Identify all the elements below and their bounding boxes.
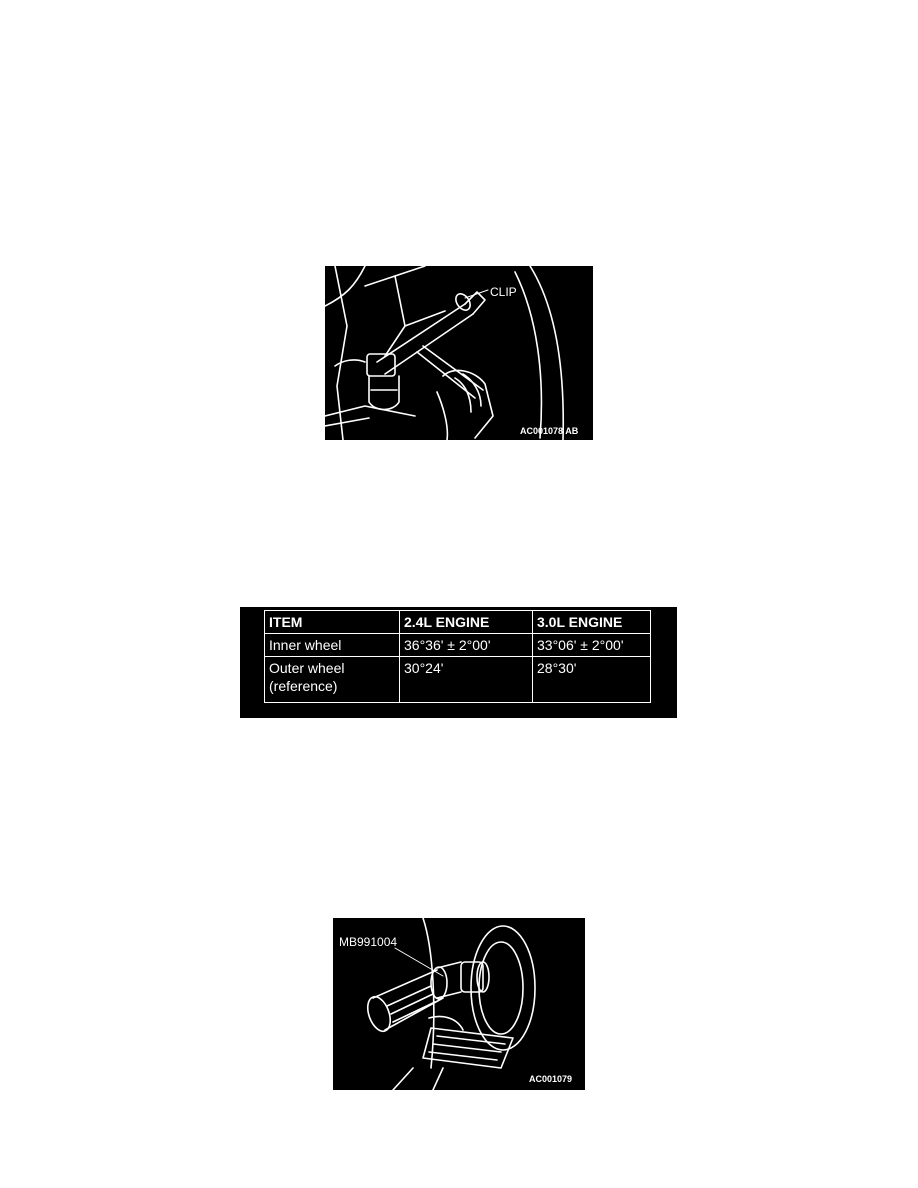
table-row	[265, 634, 651, 657]
row-inner-wheel-label: Inner wheel	[265, 634, 400, 657]
clip-drawing	[325, 266, 593, 440]
tool-number-callout: MB991004	[339, 935, 398, 949]
clip-callout: CLIP	[490, 285, 517, 299]
table-row	[265, 657, 651, 703]
row-outer-wheel-label	[265, 657, 400, 703]
header-2-4l-engine: 2.4L ENGINE	[400, 611, 533, 634]
header-item: ITEM	[265, 611, 400, 634]
inner-wheel-2-4l-value: 36°36' ± 2°00'	[400, 634, 533, 657]
outer-wheel-label-line1: Outer wheel	[269, 660, 345, 676]
outer-wheel-2-4l-value: 30°24'	[400, 657, 533, 703]
turning-radius-gauge-illustration	[333, 918, 585, 1090]
outer-wheel-3-0l-value: 28°30'	[533, 657, 651, 703]
figure-ref-code: AC001079	[529, 1074, 573, 1084]
steering-angle-spec-table	[240, 607, 677, 718]
figure-ref-code: AC001078 AB	[520, 426, 579, 436]
clip-illustration	[325, 266, 593, 440]
table-header-row	[265, 611, 651, 634]
outer-wheel-label-line2: (reference)	[269, 678, 338, 694]
header-3-0l-engine: 3.0L ENGINE	[533, 611, 651, 634]
inner-wheel-3-0l-value: 33°06' ± 2°00'	[533, 634, 651, 657]
spec-table	[264, 610, 651, 703]
